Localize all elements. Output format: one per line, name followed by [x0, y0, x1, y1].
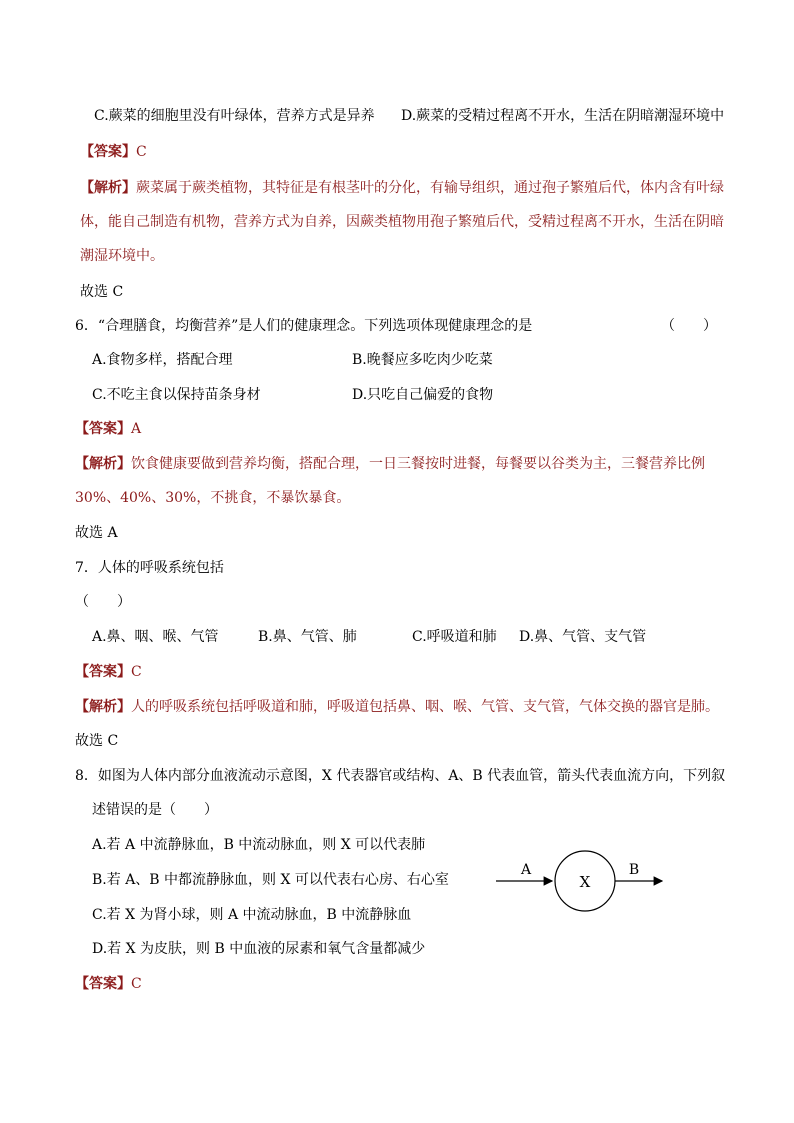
q7-option-a: A.鼻、咽、喉、气管 [92, 629, 219, 645]
blood-flow-diagram [496, 846, 676, 918]
q7-stem: 7．人体的呼吸系统包括 [75, 560, 224, 576]
answer-value: C [131, 976, 142, 992]
q8-answer [75, 974, 142, 994]
q6-analysis-line-1 [75, 454, 705, 474]
q6-option-a: A.食物多样，搭配合理 [92, 352, 233, 368]
label-a: A [520, 862, 532, 878]
label-b: B [628, 862, 640, 878]
analysis-tag: 【解析】 [80, 180, 136, 196]
q6-paren: （ ） [661, 318, 717, 334]
analysis-tag: 【解析】 [75, 699, 131, 715]
analysis-text: 人的呼吸系统包括呼吸道和肺，呼吸道包括鼻、咽、喉、气管、支气管，气体交换的器官是肺。 [131, 699, 719, 715]
q6-option-b: B.晚餐应多吃肉少吃菜 [352, 352, 493, 368]
q7-option-b: B.鼻、气管、肺 [258, 629, 357, 645]
q7-option-c: C.呼吸道和肺 [412, 629, 497, 645]
q6-option-d: D.只吃自己偏爱的食物 [352, 387, 494, 403]
q6-answer [75, 419, 141, 439]
q7-analysis [75, 697, 719, 717]
q5-answer [80, 142, 147, 162]
answer-tag: 【答案】 [80, 144, 136, 160]
q7-answer [75, 662, 142, 682]
q8-stem-line-2: 述错误的是（ ） [92, 802, 218, 818]
q8-option-c: C.若 X 为肾小球，则 A 中流动脉血，B 中流静脉血 [92, 907, 412, 923]
answer-tag: 【答案】 [75, 664, 131, 680]
q5-analysis-line-3: 潮湿环境中。 [80, 248, 164, 264]
q6-analysis-line-2: 30%、40%、30%，不挑食，不暴饮暴食。 [75, 490, 351, 506]
label-x: X [579, 873, 591, 891]
answer-tag: 【答案】 [75, 976, 131, 992]
q6-conclusion: 故选 A [75, 525, 118, 541]
q5-analysis-line-2: 体，能自己制造有机物，营养方式为自养，因蕨类植物用孢子繁殖后代，受精过程离不开水，生活在阴暗 [80, 214, 724, 230]
q5-analysis-line-1 [80, 178, 724, 198]
q7-conclusion: 故选 C [75, 733, 119, 749]
analysis-text: 饮食健康要做到营养均衡，搭配合理，一日三餐按时进餐，每餐要以谷类为主，三餐营养比例 [131, 456, 705, 472]
q8-option-b: B.若 A、B 中都流静脉血，则 X 可以代表右心房、右心室 [92, 872, 449, 888]
q7-option-d: D.鼻、气管、支气管 [519, 629, 647, 645]
answer-tag: 【答案】 [75, 421, 131, 437]
analysis-tag: 【解析】 [75, 456, 131, 472]
q6-stem: 6．“合理膳食，均衡营养”是人们的健康理念。下列选项体现健康理念的是 [75, 318, 533, 334]
analysis-text: 蕨菜属于蕨类植物，其特征是有根茎叶的分化，有输导组织，通过孢子繁殖后代，体内含有叶绿 [136, 180, 724, 196]
q5-option-d: D.蕨菜的受精过程离不开水，生活在阴暗潮湿环境中 [401, 108, 725, 124]
q6-option-c: C.不吃主食以保持苗条身材 [92, 387, 261, 403]
q5-option-c: C.蕨菜的细胞里没有叶绿体，营养方式是异养 [94, 108, 375, 124]
q8-option-d: D.若 X 为皮肤，则 B 中血液的尿素和氧气含量都减少 [92, 941, 426, 957]
q7-paren: （ ） [75, 594, 131, 610]
answer-value: A [131, 421, 142, 437]
q8-option-a: A.若 A 中流静脉血，B 中流动脉血，则 X 可以代表肺 [92, 837, 426, 853]
answer-value: C [136, 144, 147, 160]
q5-conclusion: 故选 C [80, 284, 124, 300]
answer-value: C [131, 664, 142, 680]
q8-stem-line-1: 8．如图为人体内部分血液流动示意图，X 代表器官或结构、A、B 代表血管，箭头代表血流方向，下列叙 [75, 768, 726, 784]
